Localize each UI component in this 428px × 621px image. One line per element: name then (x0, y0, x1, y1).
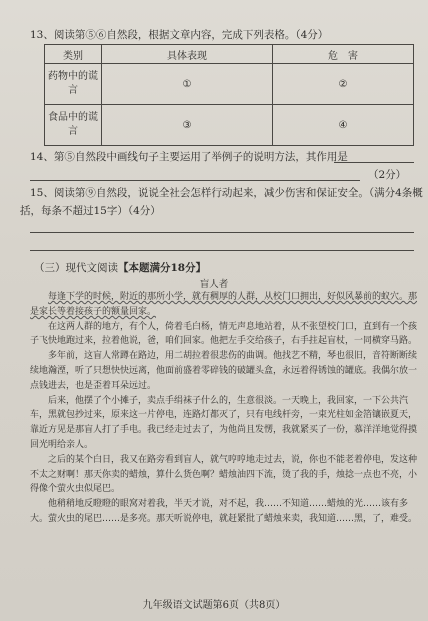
table-cell-category: 药物中的谎言 (45, 64, 102, 105)
paragraph: 他稍稍地反瞪瞪的眼窝对着我，半天才说，对不起，我……不知道……蜡烛的光……该有多大。萤火虫的尾巴……是多亮。那天听说停电，就赶紧批了蜡烛来卖，我知道……黑，了，难受。 (30, 499, 418, 524)
page-footer: 九年级语文试题第6页（共8页） (142, 600, 286, 611)
paragraph: 在这两人群的地方，有个人，倚着毛白杨，情无声息地站着，从不张望校门口，直到有一个孩子飞快地跑过来，拉着他说，爸，咱们回家。他把左手交给孩子，右手拄起盲杖，一同横穿马路。 (30, 321, 418, 347)
paragraph: 之后的某个白日，我又在路旁看到盲人，就气哼哼地走过去，说，你也不能老着停电，发这种不太之财啊！那天你卖的蜡烛，算什么货色啊？蜡烛油四下流，烫了我的手，烛捻一点也不亮，小得像个萤火虫似尾巴。 (30, 454, 418, 495)
table-header-harm: 危 害 (273, 45, 414, 64)
answer-line[interactable] (30, 180, 360, 181)
table-header-manifestation: 具体表现 (102, 45, 273, 64)
section-label: （三）现代文阅读 (34, 262, 118, 274)
answer-line[interactable] (30, 232, 414, 233)
question-15: 15、阅读第⑨自然段，说说全社会怎样行动起来，减少伤害和保证安全。（满分4条概 (30, 187, 423, 199)
paragraph: 多年前，这盲人常蹲在路边，用二胡拉着很悲伤的曲调。他找艺不精，琴也很旧，音符断断续续地瀚湮，听了只想快快远离，他面前盛着零碎钱的破罐头盒，永远着得锈蚀的罐底。我偶尔放一点钱进去，也是歪着耳朵远过。 (30, 351, 418, 391)
section-heading (34, 260, 206, 275)
section-score: 【本题满分18分】 (118, 262, 207, 274)
article-body (30, 290, 420, 527)
paragraph: 后来，他摆了个小摊子，卖点手绢袜子什么的，生意很淡。一天晚上，我回家，一下公共汽车，黑就包抄过来，原来这一片停电，连路灯都灭了，只有电线杆旁，一束光柱如金箔镶嵌夏天，靠近方见是那盲人打了手电。我已经走过去了，为他尚且发愣，我就紧买了一份，慕洋洋地觉得摸回光明给亲人。 (30, 395, 418, 450)
article-title: 盲人者 (199, 279, 229, 290)
q13-table (44, 44, 414, 146)
table-cell-category: 食品中的谎言 (45, 105, 102, 146)
table-cell-answer-1[interactable]: ① (102, 64, 273, 105)
table-cell-answer-4[interactable]: ④ (273, 105, 414, 146)
q14-score: （2分） (368, 169, 407, 181)
answer-line[interactable] (334, 162, 414, 163)
table-cell-answer-2[interactable]: ② (273, 64, 414, 105)
question-15-line2: 括，每条不超过15字）（4分） (20, 205, 161, 217)
paragraph: 每逢下学的时候，附近的那所小学，就有稠厚的人群，从校门口拥出，好似风暴前的蚁穴。那是家长等着接孩子的额量回家。 (30, 292, 418, 317)
question-14: 14、第⑤自然段中画线句子主要运用了举例子的说明方法，其作用是 (30, 151, 348, 163)
table-cell-answer-3[interactable]: ③ (102, 105, 273, 146)
question-13: 13、阅读第⑤⑥自然段，根据文章内容，完成下列表格。（4分） (30, 29, 329, 41)
table-header-category: 类别 (45, 45, 102, 64)
answer-line[interactable] (30, 250, 414, 251)
